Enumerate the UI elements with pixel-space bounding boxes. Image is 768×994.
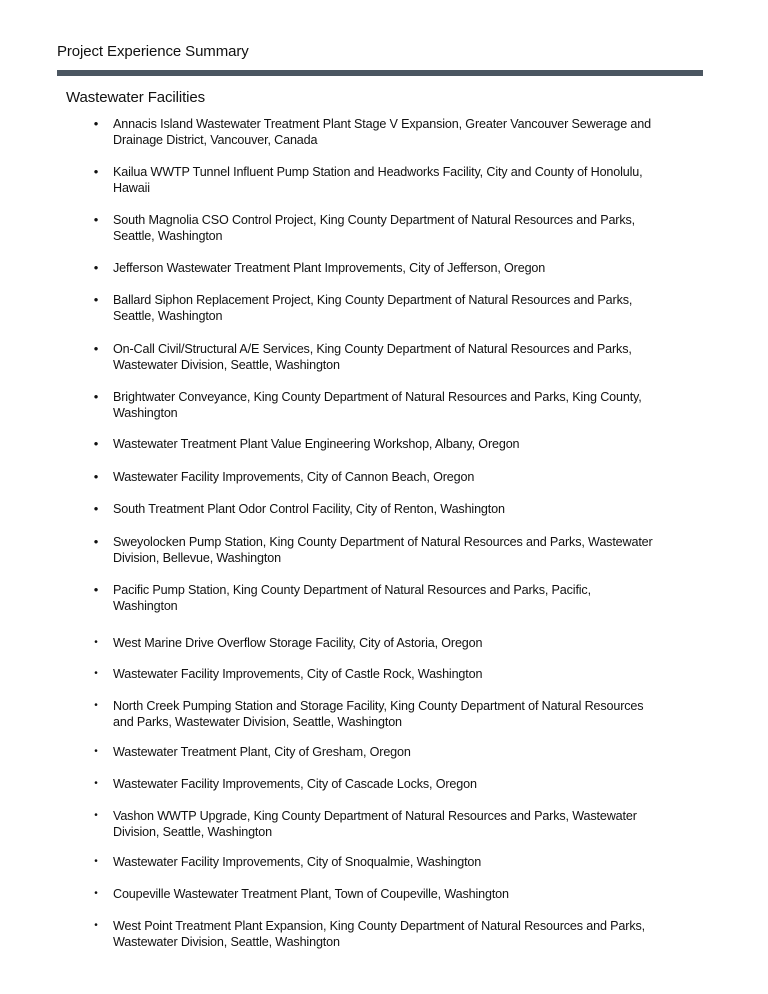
list-item-text [113,635,482,651]
list-item-text [113,260,545,276]
list-item-line: Jefferson Wastewater Treatment Plant Improvements, City of Jefferson, Oregon [113,261,546,275]
bullet-icon: • [93,116,99,131]
section-heading: Wastewater Facilities [66,89,206,106]
bullet-icon: • [94,700,98,711]
list-item-line: Wastewater Facility Improvements, City of Cascade Locks, Oregon [113,777,477,791]
list-item-line: Brightwater Conveyance, King County Department of Natural Resources and Parks, King County, [113,390,642,404]
bullet-icon: • [94,920,98,931]
list-item-line: South Treatment Plant Odor Control Facility, City of Renton, Washington [113,502,505,516]
list-item-text [113,854,481,870]
list-item-text [113,341,632,373]
list-item-line: Washington [113,599,178,613]
list-item-line: South Magnolia CSO Control Project, King County Department of Natural Resources and Parks, [113,213,635,227]
page-title: Project Experience Summary [57,43,249,60]
list-item-line: Wastewater Division, Seattle, Washington [113,358,340,372]
bullet-icon: • [94,746,98,757]
list-item-line: Pacific Pump Station, King County Department of Natural Resources and Parks, Pacific, [113,583,591,597]
list-item-text [113,436,519,452]
bullet-icon: • [93,292,99,307]
list-item-line: and Parks, Wastewater Division, Seattle, Washington [113,715,402,729]
list-item-line: Coupeville Wastewater Treatment Plant, Town of Coupeville, Washington [113,887,509,901]
list-item-line: Wastewater Treatment Plant Value Engineering Workshop, Albany, Oregon [113,437,520,451]
list-item-text [113,292,632,324]
bullet-icon: • [94,637,98,648]
header-rule [57,70,703,76]
bullet-icon: • [93,436,99,451]
list-item-text [113,164,642,196]
bullet-icon: • [94,856,98,867]
list-item-line: Annacis Island Wastewater Treatment Plant Stage V Expansion, Greater Vancouver Sewerage and [113,117,651,131]
list-item-text [113,698,643,730]
list-item-text [113,534,653,566]
list-item-text [113,918,645,950]
bullet-icon: • [94,810,98,821]
list-item-line: Division, Seattle, Washington [113,825,272,839]
bullet-icon: • [93,212,99,227]
list-item-line: Ballard Siphon Replacement Project, King County Department of Natural Resources and Parks, [113,293,633,307]
list-item-line: Seattle, Washington [113,309,223,323]
list-item-line: North Creek Pumping Station and Storage Facility, King County Department of Natural Resources [113,699,644,713]
bullet-icon: • [93,164,99,179]
list-item-line: Vashon WWTP Upgrade, King County Department of Natural Resources and Parks, Wastewater [113,809,637,823]
list-item-line: Seattle, Washington [113,229,223,243]
list-item-text [113,886,509,902]
bullet-icon: • [93,389,99,404]
list-item-text [113,808,637,840]
bullet-icon: • [93,582,99,597]
list-item-line: Washington [113,406,178,420]
list-item-line: Wastewater Facility Improvements, City of Castle Rock, Washington [113,667,483,681]
list-item-text [113,666,482,682]
list-item-line: Sweyolocken Pump Station, King County Department of Natural Resources and Parks, Wastewater [113,535,653,549]
list-item-text [113,744,411,760]
bullet-icon: • [93,341,99,356]
bullet-icon: • [93,260,99,275]
bullet-icon: • [93,469,99,484]
list-item-line: Wastewater Facility Improvements, City of Snoqualmie, Washington [113,855,482,869]
list-item-line: Kailua WWTP Tunnel Influent Pump Station and Headworks Facility, City and County of Honolulu, [113,165,643,179]
list-item-line: Hawaii [113,181,150,195]
list-item-line: Wastewater Division, Seattle, Washington [113,935,340,949]
bullet-icon: • [94,888,98,899]
bullet-icon: • [94,668,98,679]
bullet-icon: • [93,501,99,516]
list-item-text [113,501,505,517]
list-item-line: Division, Bellevue, Washington [113,551,281,565]
list-item-line: Wastewater Facility Improvements, City of Cannon Beach, Oregon [113,470,475,484]
list-item-line: West Marine Drive Overflow Storage Facility, City of Astoria, Oregon [113,636,483,650]
list-item-text [113,116,651,148]
list-item-text [113,389,642,421]
list-item-text [113,212,635,244]
bullet-icon: • [93,534,99,549]
list-item-text [113,469,474,485]
list-item-line: Wastewater Treatment Plant, City of Gresham, Oregon [113,745,411,759]
bullet-icon: • [94,778,98,789]
list-item-line: Drainage District, Vancouver, Canada [113,133,318,147]
list-item-text [113,776,477,792]
list-item-text [113,582,591,614]
list-item-line: On-Call Civil/Structural A/E Services, King County Department of Natural Resources and Parks, [113,342,632,356]
list-item-line: West Point Treatment Plant Expansion, King County Department of Natural Resources and Parks, [113,919,645,933]
